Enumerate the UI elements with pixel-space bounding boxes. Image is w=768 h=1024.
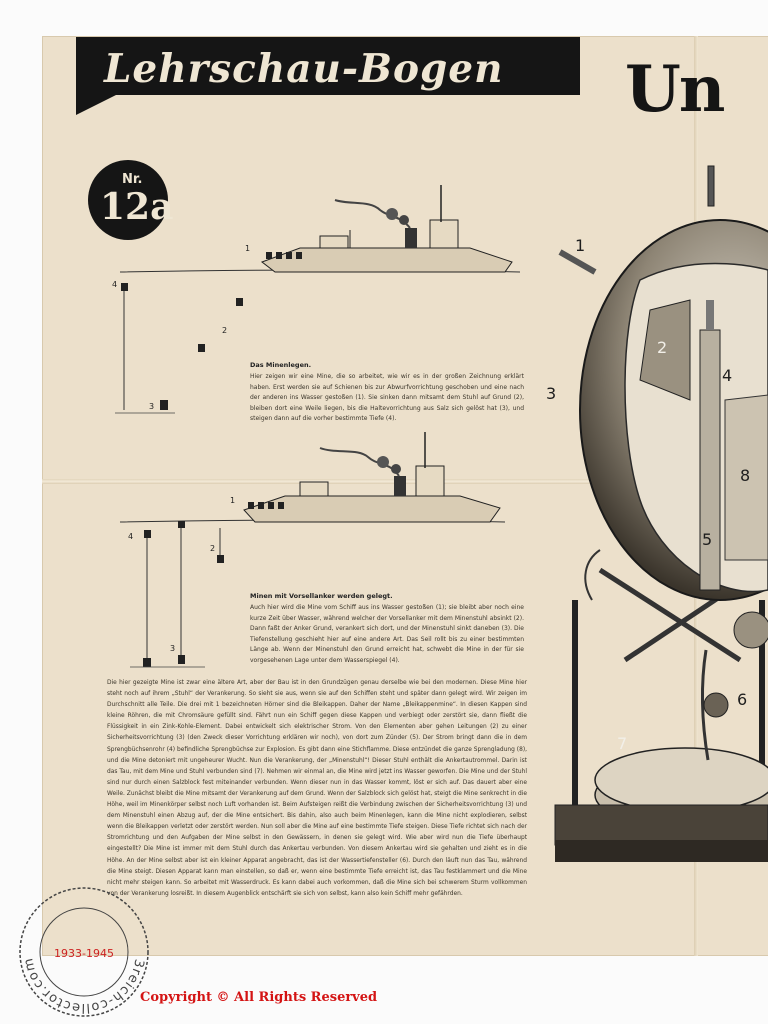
section2-text: Auch hier wird die Mine vom Schiff aus ins Wasser gestoßen (1); sie bleibt aber noch eine kurze Zeit über Wasser, während welcher der Vorsellanker mit dem Minenstuhl absinkt (2). Dann faßt der Anker Grund, verankert sich dort, und der Minenstuhl sinkt daneben (3). Die Tiefenstellung geschieht hier auf eine andere Art. Das Seil rollt bis zu einer bestimmten Länge ab. Wenn der Minenstuhl den Grund erreicht hat, schwebt die Mine in der für sie vorgesehenen Lage unter dem Wasserspiegel (4). [250, 604, 524, 664]
label-2-top: 2 [222, 326, 228, 335]
label-2-mid: 2 [210, 544, 216, 553]
section1-title: Das Minenlegen. [250, 361, 312, 369]
diagram-label-5: 5 [702, 530, 713, 549]
main-text: Die hier gezeigte Mine ist zwar eine ältere Art, aber der Bau ist in den Grundzügen genau derselbe wie bei den modernen. Diese Mine hier steht noch auf ihrem „Stuhl“ der Verankerung. So sieht sie aus, wenn sie auf den Schiffen steht und später dann gelegt wird. Wir zeigen im Durchschnitt alle Teile. Die drei mit 1 bezeichneten Hörner sind die Bleikappen. Daher der Name „Bleikappenmine“. In diesen Kappen sind kleine Röhren, die mit Chromsäure gefüllt sind. Fährt nun ein Schiff gegen diese Kappen und verbiegt oder zerstört sie, dann fließt die Flüssigkeit in ein Zink-Kohle-Element. Dabei entwickelt sich elektrischer Strom. Von den Elementen aber gehen Leitungen (2) zu einer Sicherheitsvorrichtung (3) (den Zweck dieser Vorrichtung erklären wir noch), von dort zum Zünder (5). Der Strom bringt dann die in dem Sprengbüchsenrohr (4) befindliche Sprengbüchse zur Explosion. Es gibt dann eine Stichflamme. Diese entzündet die ganze Sprengladung (8), und die Mine detoniert mit ungeheurer Wucht. Nun die Verankerung, der „Minenstuhl“! Dieser Stuhl enthält die Ankertautrommel. Darin ist das Tau, mit dem Mine und Stuhl verbunden sind (7). Nehmen wir einmal an, die Mine wird jetzt ins Wasser geworfen. Die Mine und der Stuhl sind nur durch einen Salzblock fest miteinander verbunden. Wenn dieser nun in das Wasser kommt, löst er sich auf. Das dauert aber eine Weile. Zunächst bleibt die Mine mitsamt der Verankerung auf dem Grund. Wenn der Salzblock sich gelöst hat, steigt die Mine senkrecht in die Höhe, weil im Minenkörper selbst noch Luft vorhanden ist. Beim Aufsteigen reißt die Verbindung zwischen der Sicherheitsvorrichtung (3) und dem Minenstuhl einen Abzug auf, der die Mine entsichert. Bis dahin, also auch beim Minenlegen, kann die Mine nicht explodieren, selbst wenn die Bleikappen verletzt oder zerstört werden. Nun soll aber die Mine auf eine bestimmte Tiefe steigen. Diese Tiefe richtet sich nach der Stromrichtung und den Aufgaben der Mine selbst in den Gewässern, in denen sie gelegt wird. Wie aber wird nun die Tiefe überhaupt eingestellt? Die Mine ist immer mit dem Stuhl durch das Ankertau verbunden. Von diesem Ankertau wird sie gehalten und zieht es in die Höhe. An der Mine selbst aber ist ein kleiner Apparat angebracht, das ist der Wassertiefensteller (6). Durch den läuft nun das Tau, während die Mine steigt. Diesen Apparat kann man einstellen, so daß er, wenn eine bestimmte Tiefe erreicht ist, das Tau festklammert und die Mine nicht mehr steigen kann. So arbeitet mit Wasserdruck. Es kann dabei auch vorkommen, daß die Mine sich bei schwerem Sturm vollkommen von der Verankerung losreißt. In diesem Augenblick entschärft sie sich von selbst, kann also kein Schiff mehr gefährden. [107, 680, 527, 897]
diagram-label-6: 6 [737, 690, 748, 709]
diagram-label-7: 7 [617, 734, 628, 753]
side-title: Un [625, 52, 724, 127]
number-value: 12a [100, 186, 174, 228]
label-3-top: 3 [149, 402, 155, 411]
diagram-label-4: 4 [722, 366, 733, 385]
label-4-top: 4 [112, 280, 118, 289]
diagram-label-2: 2 [657, 338, 668, 357]
banner-title: Lehrschau-Bogen [104, 46, 504, 92]
label-4-mid: 4 [128, 532, 134, 541]
label-1-mid: 1 [230, 496, 236, 505]
number-label: Nr. [122, 172, 143, 187]
section1-text: Hier zeigen wir eine Mine, die so arbeitet, wie wir es in der großen Zeichnung erklärt haben. Erst werden sie auf Schienen bis zur Abwurfvorrichtung geschoben und eine nach der anderen ins Wasser gestoßen (1). Sie sinken dann mitsamt dem Stuhl auf Grund (2), bleiben dort eine Weile liegen, bis die Haltevorrichtung aus Salz sich gelöst hat (3), und steigen dann auf die vorher bestimmte Tiefe (4). [250, 373, 524, 423]
label-1-top: 1 [245, 244, 251, 253]
diagram-label-8: 8 [740, 466, 751, 485]
label-3-mid: 3 [170, 644, 176, 653]
svg-text:3reich-collector.com: 3reich-collector.com [21, 955, 147, 1016]
diagram-label-1: 1 [575, 236, 586, 255]
section2-title: Minen mit Vorsellanker werden gelegt. [250, 592, 393, 600]
diagram-label-3: 3 [546, 384, 557, 403]
copyright-notice: Copyright © All Rights Reserved [140, 990, 378, 1005]
svg-text:1933-1945: 1933-1945 [54, 947, 114, 960]
watermark-stamp-icon [16, 884, 152, 1020]
